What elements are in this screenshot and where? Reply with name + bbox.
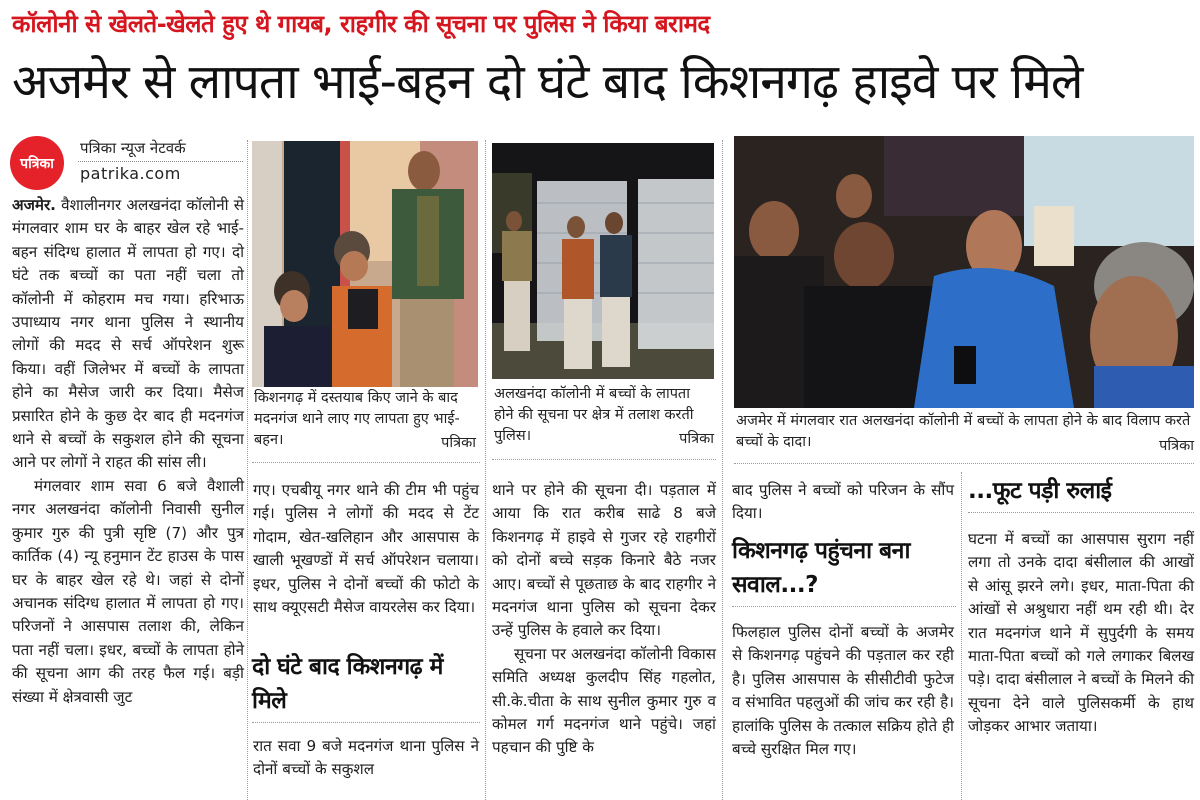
subheading: ...फूट पड़ी रुलाई bbox=[968, 478, 1112, 504]
photo-image bbox=[252, 141, 478, 387]
column-2-cont bbox=[253, 735, 479, 782]
divider bbox=[252, 722, 480, 723]
paragraph: सूचना पर अलखनंदा कॉलोनी विकास समिति अध्यक्ष कुलदीप सिंह गहलोत, सी.के.चीता के साथ सुनील कुमार गुरु व कोमल गर्ग मदनगंज थाने पहुंचे। जहां पहचान की पुष्टि के bbox=[492, 644, 716, 757]
byline-org: पत्रिका न्यूज नेटवर्क bbox=[80, 139, 186, 157]
logo-text: पत्रिका bbox=[20, 155, 54, 172]
paragraph: घटना में बच्चों का आसपास सुराग नहीं लगा तो उनके दादा बंसीलाल की आखों से आंसू झरने लगे। इधर, माता-पिता की आंखों से अश्रुधारा नहीं थम रही थी। देर रात मदनगंज थाने में सुपुर्दगी के समय माता-पिता बच्चों को गले लगाकर बिलख पड़े। दादा बंसीलाल ने बच्चों के मिलने की सूचना देने वाले पुलिसकर्मी के हाथ जोड़कर आभार जताया। bbox=[968, 530, 1194, 736]
photo-credit: पत्रिका bbox=[679, 431, 714, 447]
photo-2-caption: अलखनंदा कॉलोनी में बच्चों के लापता होने की सूचना पर क्षेत्र में तलाश करती पुलिस। bbox=[494, 386, 694, 444]
byline bbox=[10, 136, 250, 188]
column-5 bbox=[968, 528, 1194, 739]
paragraph: थाने पर होने की सूचना दी। पड़ताल में आया कि रात करीब साढे 8 बजे किशनगढ़ में हाइवे से गुजर रहे राहगीरों को दोनों बच्चे सड़क किनारे बैठे नजर आए। बच्चों से पूछताछ के बाद राहगीर ने मदनगंज थाना पुलिस को सूचना देकर उन्हें पुलिस के हवाले कर दिया। bbox=[492, 481, 716, 640]
paragraph bbox=[12, 194, 244, 475]
column-4-cont bbox=[732, 621, 954, 761]
column-divider bbox=[961, 472, 962, 800]
paragraph: फिलहाल पुलिस दोनों बच्चों के अजमेर से किशनगढ़ पहुंचने की पड़ताल कर रही है। पुलिस आसपास के सीसीटीवी फुटेज व संभावित पहलुओं की जांच कर रही है। हालांकि पुलिस के तत्काल सक्रिय होते ही बच्चे सुरक्षित मिल गए। bbox=[732, 623, 954, 759]
column-divider bbox=[722, 140, 723, 800]
column-2 bbox=[253, 479, 479, 619]
kicker-headline: कॉलोनी से खेलते-खेलते हुए थे गायब, राहगीर की सूचना पर पुलिस ने किया बरामद bbox=[12, 10, 710, 38]
photo-credit: पत्रिका bbox=[1159, 438, 1194, 454]
photo-credit: पत्रिका bbox=[441, 435, 476, 451]
subheading: किशनगढ़ पहुंचना बना सवाल...? bbox=[732, 538, 910, 598]
paragraph: बाद पुलिस ने बच्चों को परिजन के सौंप दिया। bbox=[732, 481, 954, 523]
photo-image bbox=[734, 136, 1194, 408]
photo-3-caption: अजमेर में मंगलवार रात अलखनंदा कॉलोनी में बच्चों के लापता होने के बाद विलाप करते बच्चों के दादा। bbox=[736, 413, 1191, 450]
divider bbox=[734, 463, 1194, 464]
main-headline: अजमेर से लापता भाई-बहन दो घंटे बाद किशनगढ़ हाइवे पर मिले bbox=[12, 54, 1083, 110]
column-divider bbox=[247, 140, 248, 800]
paragraph: रात सवा 9 बजे मदनगंज थाना पुलिस ने दोनों बच्चों के सकुशल bbox=[253, 737, 479, 779]
patrika-logo-icon bbox=[10, 136, 64, 190]
divider bbox=[732, 606, 956, 607]
paragraph-text: वैशालीनगर अलखनंदा कॉलोनी से मंगलवार शाम घर के बाहर खेल रहे भाई-बहन संदिग्ध हालात में लापता हो गए। दो घंटे तक बच्चों का पता नहीं चला तो कॉलोनी में कोहराम मच गया। हरिभाऊ उपाध्याय नगर थाना पुलिस ने स्थानीय लोगों की मदद से सर्च ऑपरेशन शुरू किया। वहीं जिलेभर में बच्चों के लापता होने का मैसेज जारी कर दिया। मैसेज प्रसारित होने के कुछ देर बाद ही मदनगंज थाने से बच्चों के सकुशल होने की सूचना आने पर लोगों ने राहत की सांस ली। bbox=[12, 196, 244, 472]
photo-3-caption-block bbox=[736, 411, 1194, 457]
photo-1-caption-block bbox=[254, 388, 476, 454]
photo-image bbox=[492, 143, 714, 379]
dateline: अजमेर. bbox=[12, 196, 56, 214]
column-3 bbox=[492, 479, 716, 760]
divider bbox=[968, 512, 1194, 513]
paragraph: मंगलवार शाम सवा 6 बजे वैशाली नगर अलखनंदा कॉलोनी निवासी सुनील कुमार गुरु की पुत्री सृष्टि (7) और पुत्र कार्तिक (4) न्यू हनुमान टेंट हाउस के पास घर के बाहर खेल रहे थे। जहां से दोनों अचानक संदिग्ध हालात में लापता हो गए। परिजनों ने आसपास तलाश की, लेकिन पता नहीं चला। इधर, बच्चों के लापता होने की सूचना आग की तरह फैल गई। बड़ी संख्या में क्षेत्रवासी जुट bbox=[12, 476, 244, 706]
byline-site: patrika.com bbox=[80, 164, 181, 183]
photo-police-search bbox=[492, 143, 714, 379]
divider bbox=[252, 462, 480, 463]
photo-children-with-police bbox=[252, 141, 478, 387]
divider bbox=[78, 161, 243, 162]
divider bbox=[492, 459, 716, 460]
photo-1-caption: किशनगढ़ में दस्तयाब किए जाने के बाद मदनगंज थाने लाए गए लापता हुए भाई-बहन। bbox=[254, 390, 460, 448]
paragraph: गए। एचबीयू नगर थाने की टीम भी पहुंच गई। पुलिस ने लोगों की मदद से टेंट गोदाम, खेत-खलिहान और आसपास के खाली भूखण्डों में सर्च ऑपरेशन चलाया। इधर, पुलिस ने दोनों बच्चों की फोटो के साथ क्यूएसटी मैसेज वायरलेस कर दिया। bbox=[253, 481, 479, 617]
column-1 bbox=[12, 194, 244, 709]
photo-2-caption-block bbox=[494, 384, 714, 450]
column-4 bbox=[732, 479, 954, 526]
photo-grandfather-crying bbox=[734, 136, 1194, 408]
subheading: दो घंटे बाद किशनगढ़ में मिले bbox=[252, 654, 443, 714]
column-divider bbox=[485, 140, 486, 800]
